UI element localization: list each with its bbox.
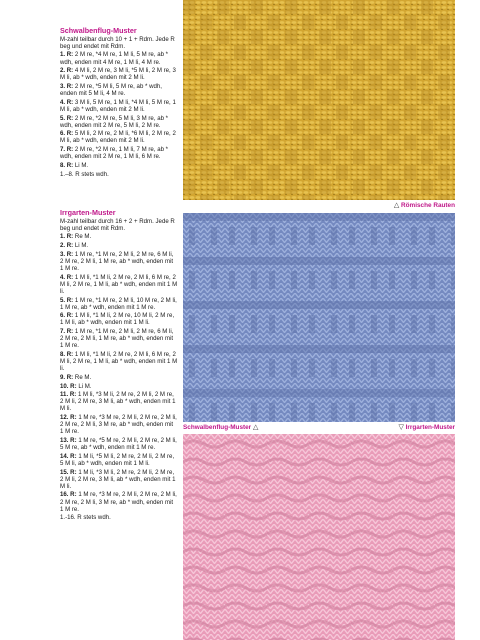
section-schwalbenflug: [60, 27, 178, 179]
instruction-row: [60, 374, 178, 381]
row-text: 1.–8. R stets wdh.: [60, 170, 109, 178]
instruction-row: [60, 514, 178, 521]
row-text: 5 M li, 2 M re, 2 M li, *6 M li, 2 M re, 2 M li, ab * wdh, enden mit 2 M li.: [60, 130, 176, 145]
row-text: 2 M re, *2 M re, 5 M li, 3 M re, ab * wdh, enden mit 2 M re, 5 M li, 2 M re.: [60, 114, 169, 129]
section-intro: M-zahl teilbar durch 16 + 2 + Rdm. Jede R beg und endet mit Rdm.: [60, 217, 175, 232]
row-label: 4. R:: [60, 273, 74, 281]
section-intro: M-zahl teilbar durch 10 + 1 + Rdm. Jede R beg und endet mit Rdm.: [60, 35, 175, 50]
row-label: 5. R:: [60, 296, 74, 304]
row-list: [60, 233, 178, 521]
instruction-row: [60, 351, 178, 372]
row-text: Re M.: [74, 233, 92, 241]
row-text: 1 M re, *1 M re, 2 M li, 2 M re, 6 M li, 2 M re, 2 M li, 1 M re, ab * wdh, enden mit 1 M re.: [60, 328, 174, 350]
section-title: Schwalbenflug-Muster: [60, 26, 137, 35]
row-text: 2 M re, *2 M re, 1 M li, 7 M re, ab * wdh, enden mit 2 M re, 1 M li, 6 M re.: [60, 146, 169, 161]
row-label: 8. R:: [60, 351, 74, 359]
instruction-row: [60, 171, 178, 178]
row-label: 8. R:: [60, 161, 74, 169]
row-label: 15. R:: [60, 468, 77, 476]
instruction-row: [60, 233, 178, 240]
row-text: 1 M re, *3 M re, 2 M li, 2 M re, 2 M li, 2 M re, 2 M li, 3 M re, ab * wdh, enden mit 1 M re.: [60, 491, 177, 513]
row-text: 2 M re, *5 M li, 5 M re, ab * wdh, enden mit 5 M li, 4 M re.: [60, 83, 162, 98]
row-text: 1 M re, *3 M re, 2 M li, 2 M re, 2 M li, 2 M re, 2 M li, 3 M re, ab * wdh, enden mit 1 M re.: [60, 414, 177, 436]
caption-roemische-rauten: [394, 202, 455, 210]
instruction-row: [60, 391, 178, 412]
row-text: Li M.: [78, 382, 92, 390]
row-label: 2. R:: [60, 67, 74, 75]
instruction-row: [60, 437, 178, 451]
instruction-row: [60, 162, 178, 169]
row-text: 4 M li, 2 M re, 3 M li, *5 M li, 2 M re, 3 M li, ab * wdh, enden mit 2 M li.: [60, 67, 176, 82]
instruction-row: [60, 312, 178, 326]
row-label: 14. R:: [60, 452, 77, 460]
instructions-column: [60, 0, 178, 640]
row-label: 10. R:: [60, 382, 77, 390]
row-text: 1 M li, *3 M li, 2 M re, 2 M li, 2 M re, 2 M li, 2 M re, 3 M li, ab * wdh, enden mit 1 M li.: [60, 468, 176, 490]
yellow-knit-photo: [183, 0, 455, 200]
instruction-row: [60, 130, 178, 144]
row-text: 3 M li, 5 M re, 1 M li, *4 M li, 5 M re, 1 M li, ab * wdh, enden mit 2 M li.: [60, 98, 176, 113]
row-label: 7. R:: [60, 146, 74, 154]
row-text: 1 M li, *3 M li, 2 M re, 2 M li, 2 M re, 2 M li, 2 M re, 3 M li, ab * wdh, enden mit 1 M li.: [60, 391, 176, 413]
instruction-row: [60, 99, 178, 113]
instruction-row: [60, 115, 178, 129]
instruction-row: [60, 297, 178, 311]
row-label: 4. R:: [60, 98, 74, 106]
instruction-row: [60, 414, 178, 435]
triangle-up-icon: △: [252, 424, 259, 431]
row-label: 9. R:: [60, 373, 74, 381]
row-text: 1 M re, *1 M re, 2 M li, 2 M re, 6 M li, 2 M re, 2 M li, 1 M re, ab * wdh, enden mit 1 M re.: [60, 250, 174, 273]
row-label: 3. R:: [60, 250, 74, 258]
pink-knit-photo: [183, 434, 455, 640]
row-label: 6. R:: [60, 130, 74, 138]
row-list: [60, 51, 178, 177]
row-text: 2 M re, *4 M re, 1 M li, 5 M re, ab * wdh, enden mit 4 M re, 1 M li, 4 M re.: [60, 51, 169, 66]
row-text: 1 M li, *5 M li, 2 M re, 2 M li, 2 M re, 5 M li, ab * wdh, enden mit 1 M li.: [60, 452, 175, 467]
instruction-row: [60, 469, 178, 490]
instruction-row: [60, 383, 178, 390]
row-text: 1 M re, *1 M re, 2 M li, 10 M re, 2 M li, 1 M re, ab * wdh, enden mit 1 M re.: [60, 296, 177, 311]
row-label: 11. R:: [60, 391, 77, 399]
caption-text: Römische Rauten: [401, 202, 455, 209]
row-label: 13. R:: [60, 437, 77, 445]
section-title: Irrgarten-Muster: [60, 208, 116, 217]
row-text: 1 M li, *1 M li, 2 M re, 2 M li, 6 M re, 2 M li, 2 M re, 1 M li, ab * wdh, enden mit 1 M li.: [60, 351, 178, 373]
instruction-row: [60, 83, 178, 97]
blue-knit-photo: [183, 213, 455, 422]
instruction-row: [60, 491, 178, 512]
row-label: 1. R:: [60, 51, 74, 59]
row-label: 16. R:: [60, 491, 77, 499]
row-text: 1 M li, *1 M li, 2 M re, 2 M li, 6 M re, 2 M li, 2 M re, 1 M li, ab * wdh, enden mit 1 M li.: [60, 273, 178, 295]
instruction-row: [60, 251, 178, 272]
row-label: 3. R:: [60, 83, 74, 91]
instruction-row: [60, 51, 178, 65]
triangle-up-icon: △: [393, 202, 400, 209]
row-text: Li M.: [74, 242, 89, 250]
caption-irrgarten: [398, 424, 455, 432]
instruction-row: [60, 274, 178, 295]
row-text: Re M.: [74, 373, 92, 381]
row-label: 1. R:: [60, 233, 74, 241]
row-text: Li M.: [74, 161, 89, 169]
row-text: 1.-16. R stets wdh.: [60, 514, 111, 522]
row-label: 12. R:: [60, 414, 77, 422]
swatch-yellow-knit: [183, 0, 455, 200]
instruction-row: [60, 242, 178, 249]
caption-schwalbenflug: [183, 424, 258, 432]
swatch-pink-knit: [183, 434, 455, 640]
swatch-blue-knit: [183, 213, 455, 422]
row-label: 2. R:: [60, 242, 74, 250]
instruction-row: [60, 453, 178, 467]
section-irrgarten: [60, 209, 178, 523]
triangle-down-icon: ▽: [398, 424, 404, 431]
row-text: 1 M li, *1 M li, 2 M re, 10 M li, 2 M re, 1 M li, ab * wdh, enden mit 1 M li.: [60, 312, 175, 327]
row-label: 6. R:: [60, 312, 74, 320]
caption-text: Irrgarten-Muster: [405, 424, 455, 431]
row-label: 7. R:: [60, 328, 74, 336]
row-label: 5. R:: [60, 114, 74, 122]
instruction-row: [60, 328, 178, 349]
instruction-row: [60, 67, 178, 81]
row-text: 1 M re, *5 M re, 2 M li, 2 M re, 2 M li, 5 M re, ab * wdh, enden mit 1 M re.: [60, 437, 177, 452]
instruction-row: [60, 146, 178, 160]
caption-text: Schwalbenflug-Muster: [183, 424, 252, 431]
